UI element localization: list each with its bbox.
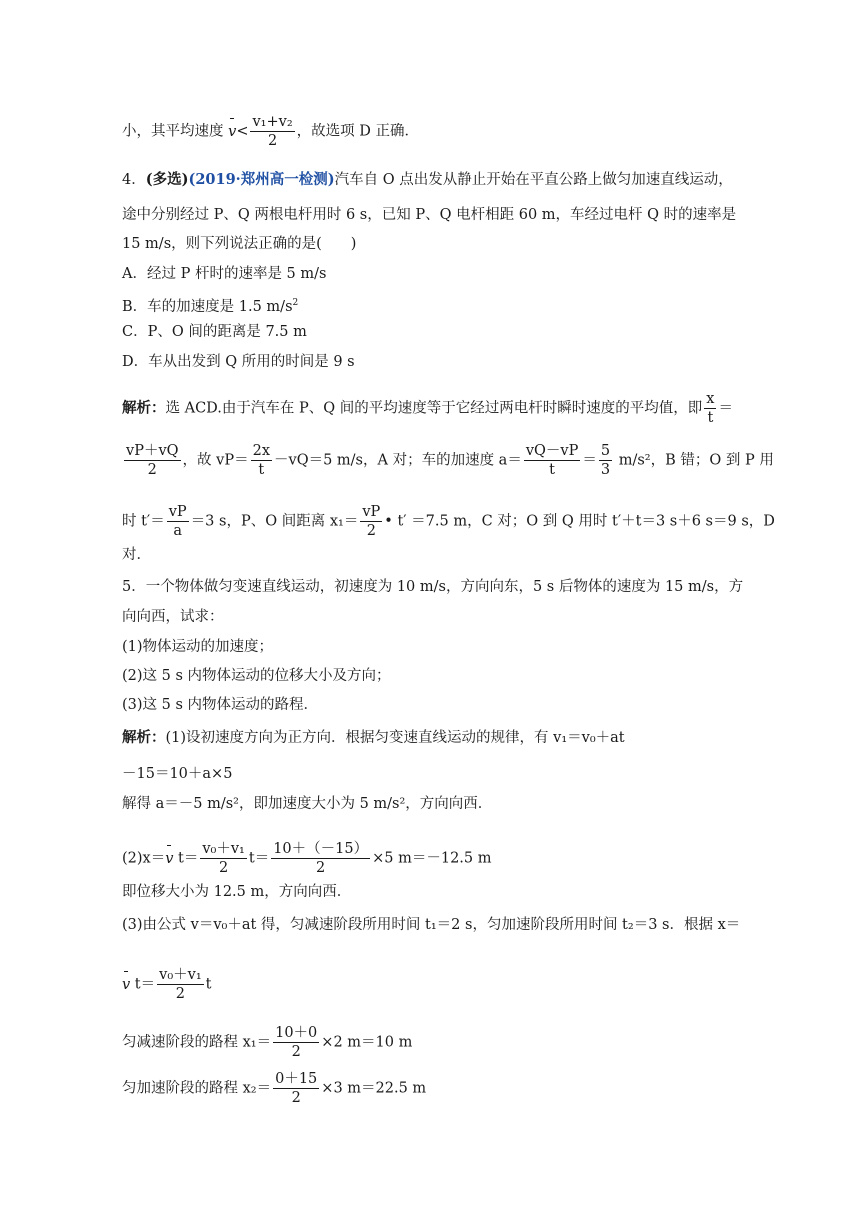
mean-velocity: v xyxy=(165,850,174,867)
text: ×3 m＝22.5 m xyxy=(321,1080,427,1097)
text: ×2 m＝10 m xyxy=(321,1034,413,1051)
text: 时 t′＝ xyxy=(122,513,165,530)
denominator: 2 xyxy=(175,986,186,1002)
numerator: vP xyxy=(362,504,381,520)
mean-velocity: v xyxy=(122,976,131,993)
q5-part2: (2)这 5 s 内物体运动的位移大小及方向； xyxy=(122,668,391,684)
text: ＝3 s，P、O 间距离 x₁＝ xyxy=(190,513,359,530)
q5-solution-line2: －15＝10＋a×5 xyxy=(122,766,233,782)
fraction xyxy=(251,442,272,479)
q5-solution-line6: (3)由公式 v＝v₀＋at 得，匀减速阶段所用时间 t₁＝2 s，匀加速阶段所用时间 t₂＝3 s．根据 x＝ xyxy=(122,917,741,933)
q4-option-a: A．经过 P 杆时的速率是 5 m/s xyxy=(122,266,327,282)
denominator: a xyxy=(173,523,183,539)
numerator: v₀＋v₁ xyxy=(159,967,202,983)
denominator: 2 xyxy=(267,133,278,149)
numerator: 10＋0 xyxy=(275,1025,318,1041)
text: (2)x＝ xyxy=(122,850,166,867)
fraction xyxy=(524,442,581,479)
fraction xyxy=(273,1024,319,1061)
question-number: 4． xyxy=(122,172,146,188)
q4-option-b xyxy=(122,293,298,317)
fraction xyxy=(157,966,204,1003)
numerator: v₀＋v₁ xyxy=(202,841,245,857)
fraction xyxy=(124,442,181,479)
fraction xyxy=(360,503,382,540)
fraction xyxy=(704,390,716,427)
q5-part3: (3)这 5 s 内物体运动的路程． xyxy=(122,697,319,713)
text: B．车的加速度是 1.5 m/s xyxy=(122,298,293,315)
q4-solution-line1 xyxy=(122,390,733,427)
denominator: t xyxy=(707,410,714,426)
prev-solution-tail xyxy=(122,113,419,150)
fraction xyxy=(167,503,189,540)
denominator: 2 xyxy=(291,1044,301,1060)
text: ＝ xyxy=(718,400,733,417)
question-tag: (多选) xyxy=(145,171,189,188)
numerator: vP xyxy=(168,504,187,520)
superscript: 2 xyxy=(292,298,299,308)
text: 汽车自 O 点出发从静止开始在平直公路上做匀加速直线运动， xyxy=(334,172,733,188)
q5-solution-line8 xyxy=(122,1024,412,1061)
denominator: 2 xyxy=(366,523,376,539)
text: < xyxy=(236,123,249,140)
text: t＝ xyxy=(248,850,270,867)
numerator: 5 xyxy=(600,443,611,459)
q5-stem-line1: 5．一个物体做匀变速直线运动，初速度为 10 m/s，方向向东，5 s 后物体的速度为 15 m/s，方 xyxy=(122,579,744,595)
question-source: (2019·郑州高一检测) xyxy=(188,171,335,188)
q5-solution-line7 xyxy=(122,966,211,1003)
q4-stem-line2: 途中分别经过 P、Q 两根电杆用时 6 s，已知 P、Q 电杆相距 60 m，车经过电杆 Q 时的速率是 xyxy=(122,207,737,223)
q5-stem-line2: 向向西，试求： xyxy=(122,609,224,625)
text: 选 ACD.由于汽车在 P、Q 间的平均速度等于它经过两电杆时瞬时速度的平均值，即 xyxy=(165,400,703,417)
q4-solution-line4: 对． xyxy=(122,547,151,563)
text: ×5 m＝－12.5 m xyxy=(372,850,492,867)
text: m/s²，B 错；O 到 P 用 xyxy=(614,452,774,469)
text: (1)设初速度方向为正方向．根据匀变速直线运动的规律，有 v₁＝v₀＋at xyxy=(165,730,625,746)
q5-solution-line3: 解得 a＝－5 m/s²，即加速度大小为 5 m/s²，方向向西． xyxy=(122,796,493,812)
text: t xyxy=(205,976,212,993)
numerator: vP＋vQ xyxy=(126,443,179,459)
denominator: 2 xyxy=(147,462,157,478)
text: t＝ xyxy=(173,850,199,867)
q5-part1: (1)物体运动的加速度； xyxy=(122,639,274,655)
denominator: t xyxy=(549,462,555,478)
fraction xyxy=(271,840,370,877)
text: －vQ＝5 m/s，A 对；车的加速度 a＝ xyxy=(274,452,522,469)
text: t＝ xyxy=(130,976,156,993)
denominator: 2 xyxy=(291,1090,301,1106)
q4-option-d: D．车从出发到 Q 所用的时间是 9 s xyxy=(122,354,355,370)
denominator: 3 xyxy=(600,462,611,478)
q5-solution-line9 xyxy=(122,1070,426,1107)
text: 匀加速阶段的路程 x₂＝ xyxy=(122,1080,272,1097)
q4-stem-line1 xyxy=(122,170,733,190)
denominator: 2 xyxy=(316,860,326,876)
fraction xyxy=(599,442,612,479)
solution-label: 解析： xyxy=(122,729,166,746)
mean-velocity: v xyxy=(228,123,237,140)
text: ，故 vP＝ xyxy=(182,452,249,469)
numerator: 0＋15 xyxy=(275,1071,318,1087)
q4-solution-line2 xyxy=(122,442,774,479)
numerator: 10＋（－15） xyxy=(273,841,369,857)
numerator: 2x xyxy=(252,443,270,459)
fraction xyxy=(200,840,247,877)
denominator: t xyxy=(258,462,265,478)
text: • t′ ＝7.5 m，C 对；O 到 Q 用时 t′＋t＝3 s＋6 s＝9 s，D xyxy=(384,513,775,530)
text: ＝ xyxy=(582,452,597,469)
denominator: 2 xyxy=(219,860,229,876)
q4-stem-line3: 15 m/s，则下列说法正确的是( ) xyxy=(122,236,357,252)
numerator: vQ－vP xyxy=(525,443,579,459)
solution-label: 解析： xyxy=(122,399,166,417)
q5-solution-line1 xyxy=(122,728,625,748)
fraction xyxy=(273,1070,319,1107)
numerator: v₁+v₂ xyxy=(252,114,293,130)
q5-solution-line4 xyxy=(122,840,492,877)
q5-solution-line5: 即位移大小为 12.5 m，方向向西． xyxy=(122,884,352,900)
fraction xyxy=(250,113,294,150)
numerator: x xyxy=(706,391,715,407)
text: ，故选项 D 正确． xyxy=(296,123,419,140)
q4-solution-line3 xyxy=(122,503,775,540)
q4-option-c: C．P、O 间的距离是 7.5 m xyxy=(122,324,307,340)
text: 匀减速阶段的路程 x₁＝ xyxy=(122,1034,272,1051)
text: 小，其平均速度 xyxy=(122,123,229,140)
